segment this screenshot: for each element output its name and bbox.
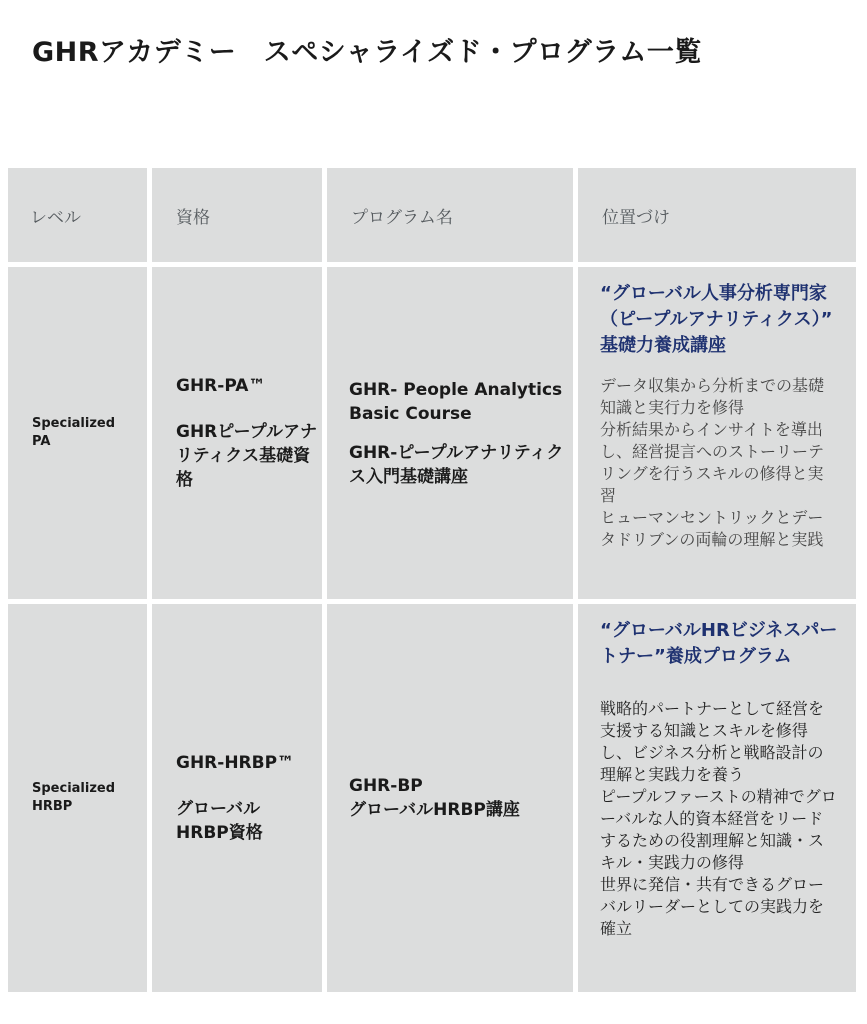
qualification-cell-pa <box>152 267 322 599</box>
qualification-full: GHRピープルアナリティクス基礎資格 <box>176 422 318 490</box>
level-label: Specialized PA <box>32 416 116 449</box>
position-cell-pa <box>578 267 856 599</box>
page-title: GHRアカデミー スペシャライズド・プログラム一覧 <box>32 37 702 68</box>
program-cell-hrbp <box>327 604 573 992</box>
program-name-ja: グローバルHRBP講座 <box>349 800 520 820</box>
position-cell-hrbp <box>578 604 856 992</box>
level-cell-pa <box>8 267 147 599</box>
qualification-cell-hrbp <box>152 604 322 992</box>
level-cell-hrbp <box>8 604 147 992</box>
program-name-ja: GHR-ピープルアナリティクス入門基礎講座 <box>349 442 564 487</box>
column-header-qualification: 資格 <box>152 168 322 262</box>
level-label: Specialized HRBP <box>32 781 116 814</box>
program-table <box>8 168 856 992</box>
column-header-position: 位置づけ <box>578 168 856 262</box>
column-header-program: プログラム名 <box>327 168 573 262</box>
program-name-en: GHR- People Analytics Basic Course <box>349 379 563 424</box>
position-title: “グローバルHRビジネスパートナー”養成プログラム <box>600 620 838 667</box>
position-description: 戦略的パートナーとして経営を支援する知識とスキルを修得し、ビジネス分析と戦略設計の理解と実践力を養う ピープルファーストの精神でグローバルな人的資本経営をリードするための役割理解と知識・スキル・実践力の修得 世界に発信・共有できるグローバルリーダーとしての実践力を確立 <box>600 699 837 938</box>
program-cell-pa <box>327 267 573 599</box>
qualification-full: グローバルHRBP資格 <box>176 799 263 843</box>
program-name-en: GHR-BP <box>349 776 423 796</box>
qualification-name: GHR-HRBP™ <box>176 753 295 773</box>
position-title: “グローバル人事分析専門家（ピープルアナリティクス）” 基礎力養成講座 <box>600 283 833 356</box>
qualification-name: GHR-PA™ <box>176 376 266 396</box>
position-description: データ収集から分析までの基礎知識と実行力を修得 分析結果からインサイトを導出し、経営提言へのストーリーテリングを行うスキルの修得と実習 ヒューマンセントリックとデータドリブンの両輪の理解と実践 <box>600 376 825 549</box>
column-header-level: レベル <box>8 168 147 262</box>
